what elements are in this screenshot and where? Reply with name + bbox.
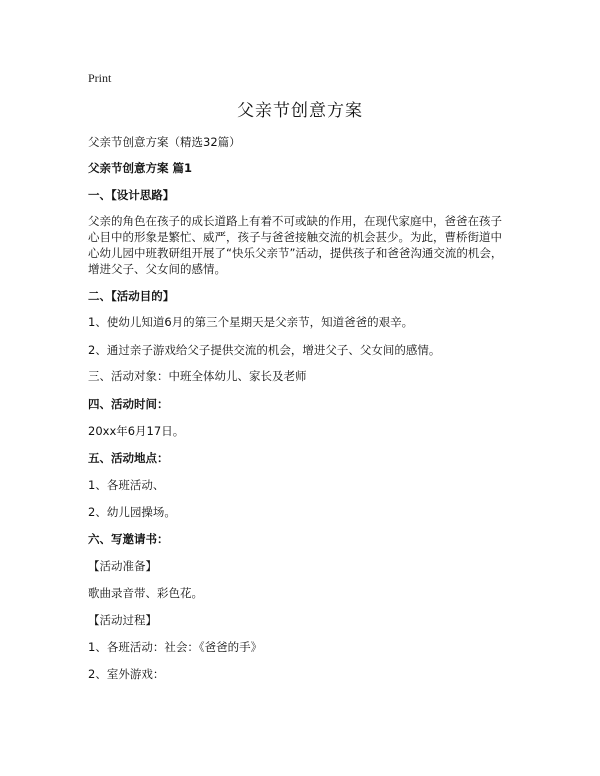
- prep-heading: 【活动准备】: [88, 559, 157, 573]
- section-heading-time: 四、活动时间：: [88, 397, 169, 411]
- section-heading-design: 一、【设计思路】: [88, 188, 175, 202]
- section-heading-invite: 六、写邀请书：: [88, 532, 169, 546]
- process-item-2: 2、室外游戏：: [88, 667, 165, 681]
- target-line: 三、活动对象：中班全体幼儿、家长及老师: [88, 369, 307, 383]
- goal-item-1: 1、使幼儿知道6月的第三个星期天是父亲节，知道爸爸的艰辛。: [88, 315, 414, 329]
- place-item-2: 2、幼儿园操场。: [88, 505, 176, 519]
- design-paragraph: [88, 213, 524, 277]
- prep-value: 歌曲录音带、彩色花。: [88, 586, 203, 600]
- design-line: 增进父子、父女间的感情。: [88, 262, 226, 276]
- design-line: 心目中的形象是繁忙、威严，孩子与爸爸接触交流的机会甚少。为此，曹桥街道中: [88, 230, 502, 244]
- design-line: 父亲的角色在孩子的成长道路上有着不可或缺的作用，在现代家庭中，爸爸在孩子: [88, 214, 502, 228]
- article-heading: 父亲节创意方案 篇1: [88, 161, 193, 175]
- section-heading-place: 五、活动地点：: [88, 451, 169, 465]
- section-heading-goal: 二、【活动目的】: [88, 289, 175, 303]
- document-subtitle: 父亲节创意方案（精选32篇）: [88, 135, 241, 149]
- print-label[interactable]: Print: [88, 71, 112, 85]
- document-title: 父亲节创意方案: [237, 101, 363, 121]
- process-item-1: 1、各班活动：社会：《爸爸的手》: [88, 640, 263, 654]
- goal-item-2: 2、通过亲子游戏给父子提供交流的机会，增进父子、父女间的感情。: [88, 343, 441, 357]
- time-value: 20xx年6月17日。: [88, 424, 185, 438]
- process-heading: 【活动过程】: [88, 613, 157, 627]
- design-line: 心幼儿园中班教研组开展了“快乐父亲节”活动，提供孩子和爸爸沟通交流的机会，: [88, 246, 503, 260]
- place-item-1: 1、各班活动、: [88, 478, 165, 492]
